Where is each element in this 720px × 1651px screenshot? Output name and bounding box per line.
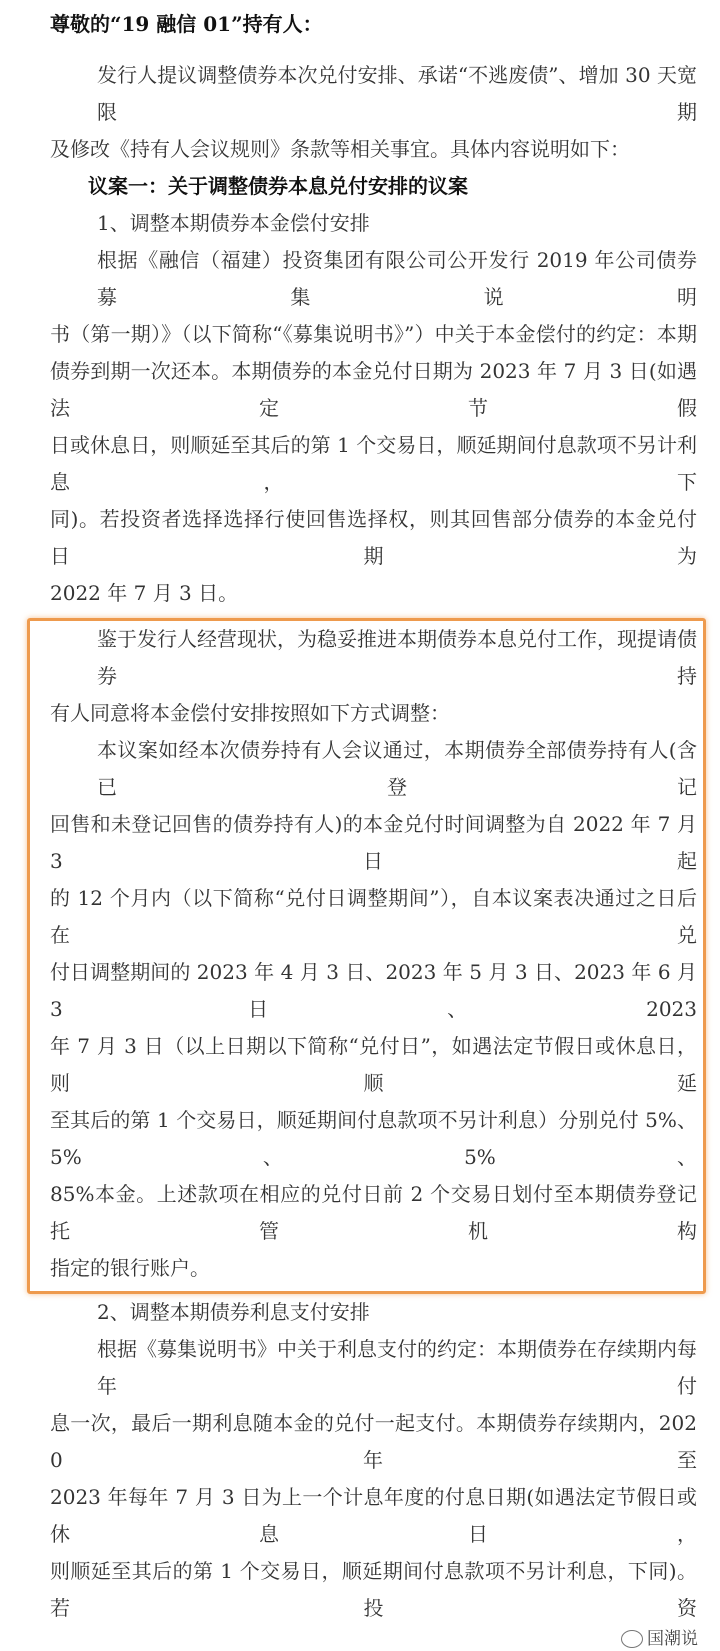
- highlight-line: 至其后的第 1 个交易日，顺延期间付息款项不另计利息）分别兑付 5%、5%、5%、: [50, 1108, 697, 1169]
- motion-title: 议案一：关于调整债券本息兑付安排的议案: [88, 174, 468, 198]
- highlight-line: 鉴于发行人经营现状，为稳妥推进本期债券本息兑付工作，现提请债券持: [97, 627, 697, 688]
- section1-line: 同)。若投资者选择选择行使回售选择权，则其回售部分债券的本金兑付日期为: [50, 507, 697, 568]
- highlight-line: 有人同意将本金偿付安排按照如下方式调整：: [50, 701, 450, 725]
- highlight-line: 回售和未登记回售的债券持有人)的本金兑付时间调整为自 2022 年 7 月 3 日起: [50, 812, 697, 873]
- section1-line: 书（第一期）》（以下简称“《募集说明书》”）中关于本金偿付的约定：本期: [50, 322, 697, 346]
- section2-heading: 2、调整本期债券利息支付安排: [97, 1300, 370, 1324]
- highlight-line: 的 12 个月内（以下简称“兑付日调整期间”），自本议案表决通过之日后在兑: [50, 886, 697, 947]
- highlight-line: 年 7 月 3 日（以上日期以下简称“兑付日”，如遇法定节假日或休息日，则顺延: [50, 1034, 697, 1095]
- highlight-line: 本议案如经本次债券持有人会议通过，本期债券全部债券持有人(含已登记: [97, 738, 697, 799]
- section1-heading: 1、调整本期债券本金偿付安排: [97, 211, 370, 235]
- watermark-text: 国潮说: [647, 1629, 698, 1649]
- wechat-icon: [621, 1630, 643, 1648]
- watermark: [0, 1627, 720, 1651]
- section1-line: 根据《融信（福建）投资集团有限公司公开发行 2019 年公司债券募集说明: [97, 248, 697, 309]
- section2-line: 2023 年每年 7 月 3 日为上一个计息年度的付息日期(如遇法定节假日或休息日，: [50, 1485, 697, 1546]
- highlight-line: 付日调整期间的 2023 年 4 月 3 日、2023 年 5 月 3 日、2023 年 6 月 3 日、2023: [50, 960, 697, 1021]
- section1-line: 2022 年 7 月 3 日。: [50, 581, 239, 605]
- highlight-line: 指定的银行账户。: [50, 1256, 210, 1280]
- section1-line: 债券到期一次还本。本期债券的本金兑付日期为 2023 年 7 月 3 日(如遇法定节假: [50, 359, 697, 420]
- section1-line: 日或休息日，则顺延至其后的第 1 个交易日，顺延期间付息款项不另计利息， 下: [50, 433, 697, 494]
- section2-line: 根据《募集说明书》中关于利息支付的约定：本期债券在存续期内每年付: [97, 1337, 697, 1398]
- intro-line: 发行人提议调整债券本次兑付安排、承诺“不逃废债”、增加 30 天宽限期: [97, 63, 697, 124]
- section2-line: 则顺延至其后的第 1 个交易日，顺延期间付息款项不另计利息，下同)。若投资: [50, 1559, 697, 1620]
- section2-line: 息一次，最后一期利息随本金的兑付一起支付。本期债券存续期内，2020 年至: [50, 1411, 697, 1472]
- intro-line: 及修改《持有人会议规则》条款等相关事宜。具体内容说明如下：: [50, 137, 630, 161]
- greeting: 尊敬的“19 融信 01”持有人：: [50, 12, 323, 36]
- highlight-box: [27, 618, 706, 1294]
- highlight-line: 85%本金。上述款项在相应的兑付日前 2 个交易日划付至本期债券登记托管机构: [50, 1182, 697, 1243]
